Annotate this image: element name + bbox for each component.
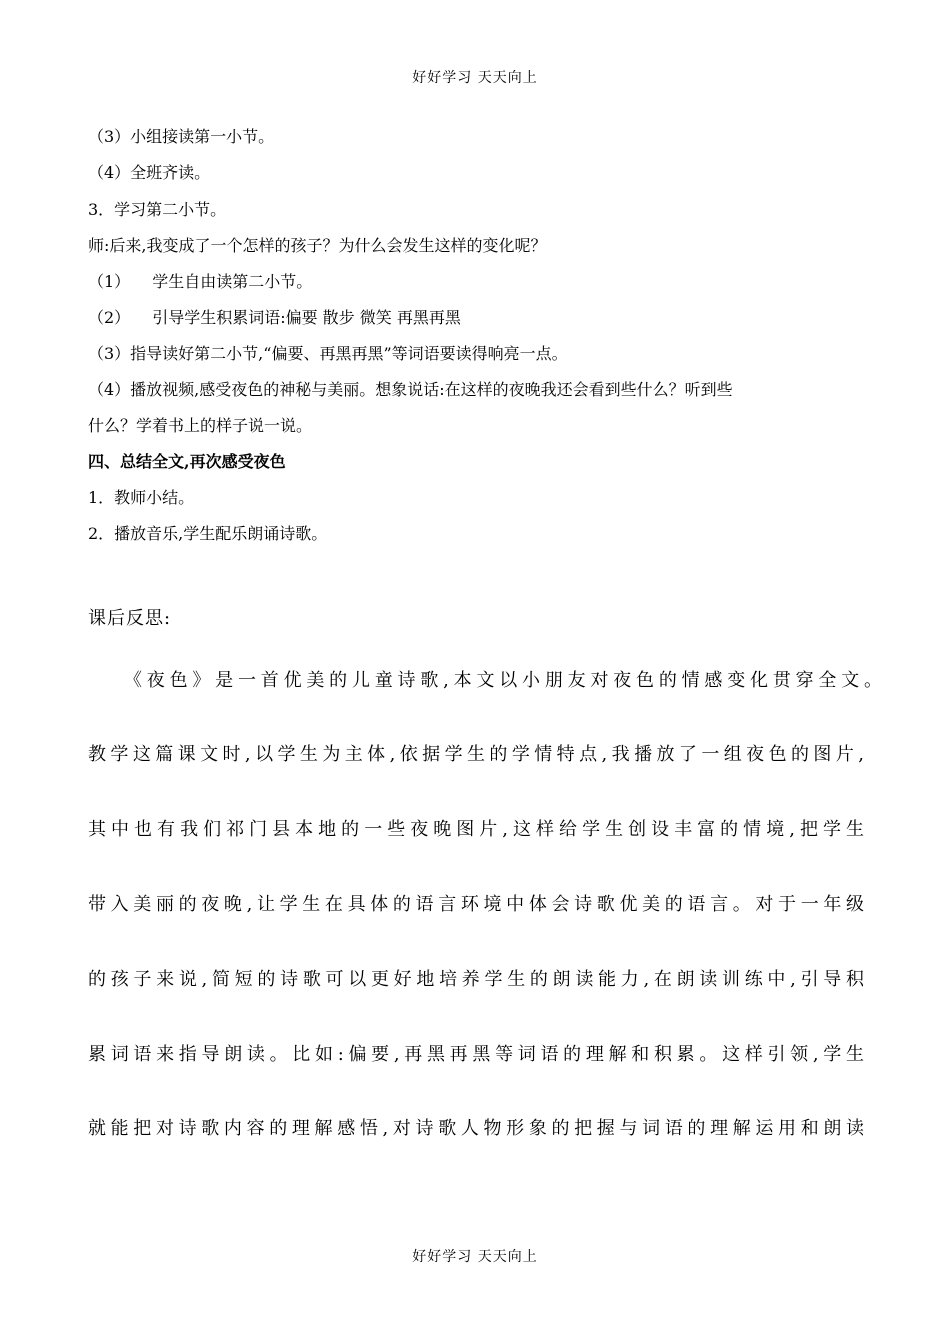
reflection-line: 就能把对诗歌内容的理解感悟,对诗歌人物形象的把握与词语的理解运用和朗读 (88, 1118, 864, 1139)
page-header: 好好学习 天天向上 (412, 70, 538, 86)
reflection-line: 累词语来指导朗读。比如:偏要,再黑再黑等词语的理解和积累。这样引领,学生 (88, 1044, 864, 1065)
lesson-line: 什么？学着书上的样子说一说。 (88, 416, 313, 435)
reflection-line: 《夜色》是一首优美的儿童诗歌,本文以小朋友对夜色的情感变化贯穿全文。 (124, 670, 882, 691)
reflection-line: 带入美丽的夜晚,让学生在具体的语言环境中体会诗歌优美的语言。对于一年级 (88, 894, 864, 915)
lesson-line-numbered (88, 270, 312, 294)
lesson-line-numbered (88, 306, 461, 330)
summary-line: 1．教师小结。 (88, 488, 195, 507)
item-text: 学生自由读第二小节。 (152, 272, 313, 291)
page-footer: 好好学习 天天向上 (412, 1249, 538, 1265)
lesson-line: （4）播放视频,感受夜色的神秘与美丽。想象说话:在这样的夜晚我还会看到些什么？听到些 (88, 380, 733, 399)
lesson-line: （3）指导读好第二小节,“偏要、再黑再黑”等词语要读得响亮一点。 (88, 344, 568, 363)
item-text: 引导学生积累词语:偏要 散步 微笑 再黑再黑 (152, 308, 461, 327)
reflection-line: 其中也有我们祁门县本地的一些夜晚图片,这样给学生创设丰富的情境,把学生 (88, 819, 864, 840)
item-number: （2） (88, 308, 131, 327)
reflection-line: 教学这篇课文时,以学生为主体,依据学生的学情特点,我播放了一组夜色的图片, (88, 744, 864, 765)
reflection-line: 的孩子来说,简短的诗歌可以更好地培养学生的朗读能力,在朗读训练中,引导积 (88, 969, 864, 990)
lesson-line: （3）小组接读第一小节。 (88, 127, 275, 146)
reflection-title: 课后反思: (88, 608, 172, 629)
lesson-line: （4）全班齐读。 (88, 163, 211, 182)
lesson-line: 师:后来,我变成了一个怎样的孩子？为什么会发生这样的变化呢？ (88, 236, 547, 255)
lesson-line: 3．学习第二小节。 (88, 200, 227, 219)
item-number: （1） (88, 272, 131, 291)
summary-line: 2．播放音乐,学生配乐朗诵诗歌。 (88, 524, 328, 543)
section-heading: 四、总结全文,再次感受夜色 (88, 452, 286, 471)
